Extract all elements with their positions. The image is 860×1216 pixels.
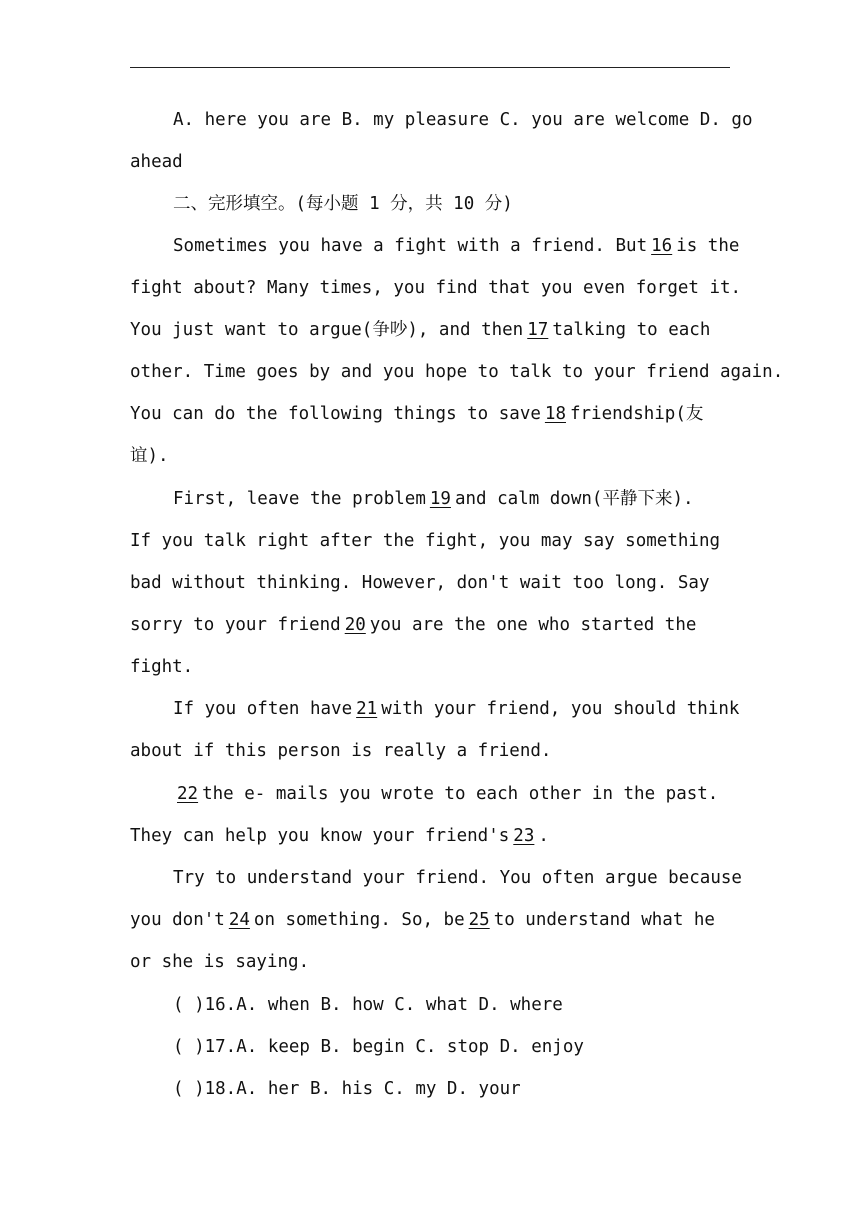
passage-line bbox=[130, 318, 740, 342]
passage-text: to understand what he bbox=[493, 910, 715, 930]
question-18 bbox=[173, 1077, 783, 1101]
blank-17: 17 bbox=[527, 320, 549, 340]
passage-line: Try to understand your friend. You often argue because bbox=[173, 868, 742, 888]
passage-text: friendship(友 bbox=[569, 404, 704, 424]
passage-line bbox=[130, 824, 740, 848]
passage-line bbox=[173, 487, 783, 511]
passage-text: on something. So, be bbox=[253, 910, 465, 930]
question-17 bbox=[173, 1035, 783, 1059]
passage-text: sorry to your friend bbox=[130, 615, 341, 635]
answer-paren: ( ) bbox=[173, 1037, 205, 1057]
blank-25: 25 bbox=[468, 910, 490, 930]
passage-line: 谊). bbox=[130, 446, 169, 466]
passage-text: the e- mails you wrote to each other in the past. bbox=[202, 784, 719, 804]
passage-line bbox=[173, 234, 783, 258]
passage-line bbox=[130, 402, 740, 426]
passage-line bbox=[130, 908, 740, 932]
section-heading: 二、完形填空。(每小题 1 分，共 10 分) bbox=[173, 194, 513, 214]
passage-text: Sometimes you have a fight with a friend. But bbox=[173, 236, 648, 256]
passage-line bbox=[173, 697, 783, 721]
passage-text: is the bbox=[676, 236, 740, 256]
passage-text: you are the one who started the bbox=[369, 615, 697, 635]
question-text: 18.A. her B. his C. my D. your bbox=[204, 1079, 521, 1099]
blank-20: 20 bbox=[344, 615, 366, 635]
passage-line: or she is saying. bbox=[130, 952, 310, 972]
blank-23: 23 bbox=[513, 826, 535, 846]
answer-paren: ( ) bbox=[173, 1079, 205, 1099]
passage-text: you don't bbox=[130, 910, 225, 930]
blank-24: 24 bbox=[228, 910, 250, 930]
blank-21: 21 bbox=[356, 699, 378, 719]
passage-text: If you often have bbox=[173, 699, 353, 719]
question-16 bbox=[173, 993, 783, 1017]
passage-line: If you talk right after the fight, you may say something bbox=[130, 531, 721, 551]
passage-text: You can do the following things to save bbox=[130, 404, 541, 424]
blank-16: 16 bbox=[651, 236, 673, 256]
passage-text: talking to each bbox=[552, 320, 711, 340]
passage-text: and calm down(平静下来). bbox=[454, 489, 694, 509]
question-text: 16.A. when B. how C. what D. where bbox=[204, 995, 563, 1015]
passage-text: You just want to argue(争吵), and then bbox=[130, 320, 524, 340]
answer-paren: ( ) bbox=[173, 995, 205, 1015]
passage-line: fight. bbox=[130, 657, 194, 677]
passage-line: fight about? Many times, you find that you even forget it. bbox=[130, 278, 742, 298]
q15-options-wrap: ahead bbox=[130, 152, 183, 172]
passage-line bbox=[173, 782, 783, 806]
passage-text: They can help you know your friend's bbox=[130, 826, 510, 846]
blank-18: 18 bbox=[544, 404, 566, 424]
passage-text: . bbox=[538, 826, 549, 846]
passage-text: with your friend, you should think bbox=[381, 699, 740, 719]
header-rule bbox=[130, 67, 730, 68]
passage-line: other. Time goes by and you hope to talk to your friend again. bbox=[130, 362, 784, 382]
blank-19: 19 bbox=[429, 489, 451, 509]
blank-22: 22 bbox=[177, 784, 199, 804]
passage-line bbox=[130, 613, 740, 637]
passage-line: about if this person is really a friend. bbox=[130, 741, 552, 761]
passage-line: bad without thinking. However, don't wait too long. Say bbox=[130, 573, 710, 593]
q15-options-line: A. here you are B. my pleasure C. you are welcome D. go bbox=[173, 110, 753, 130]
question-text: 17.A. keep B. begin C. stop D. enjoy bbox=[204, 1037, 584, 1057]
passage-text: First, leave the problem bbox=[173, 489, 426, 509]
